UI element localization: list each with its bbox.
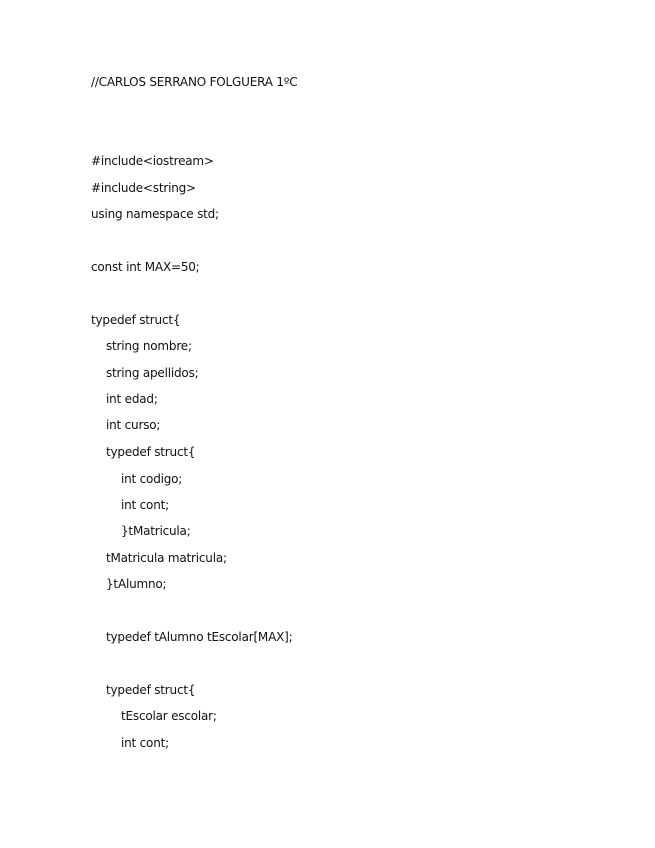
code-line: #include<iostream>: [91, 154, 214, 168]
code-line: }tMatricula;: [121, 524, 191, 538]
code-line: }tAlumno;: [106, 577, 167, 591]
code-line: typedef struct{: [106, 445, 196, 459]
code-line: int edad;: [106, 392, 158, 406]
code-line: const int MAX=50;: [91, 260, 200, 274]
code-line: string nombre;: [106, 339, 192, 353]
header-comment: //CARLOS SERRANO FOLGUERA 1ºC: [91, 75, 298, 89]
code-line: int cont;: [121, 736, 169, 750]
code-line: tEscolar escolar;: [121, 709, 217, 723]
code-line: using namespace std;: [91, 207, 219, 221]
code-line: int cont;: [121, 498, 169, 512]
code-line: #include<string>: [91, 181, 196, 195]
code-line: tMatricula matricula;: [106, 551, 227, 565]
code-line: typedef struct{: [91, 313, 181, 327]
code-line: int codigo;: [121, 472, 183, 486]
code-line: int curso;: [106, 418, 161, 432]
code-line: string apellidos;: [106, 366, 199, 380]
code-line: typedef tAlumno tEscolar[MAX];: [106, 630, 293, 644]
code-line: typedef struct{: [106, 683, 196, 697]
